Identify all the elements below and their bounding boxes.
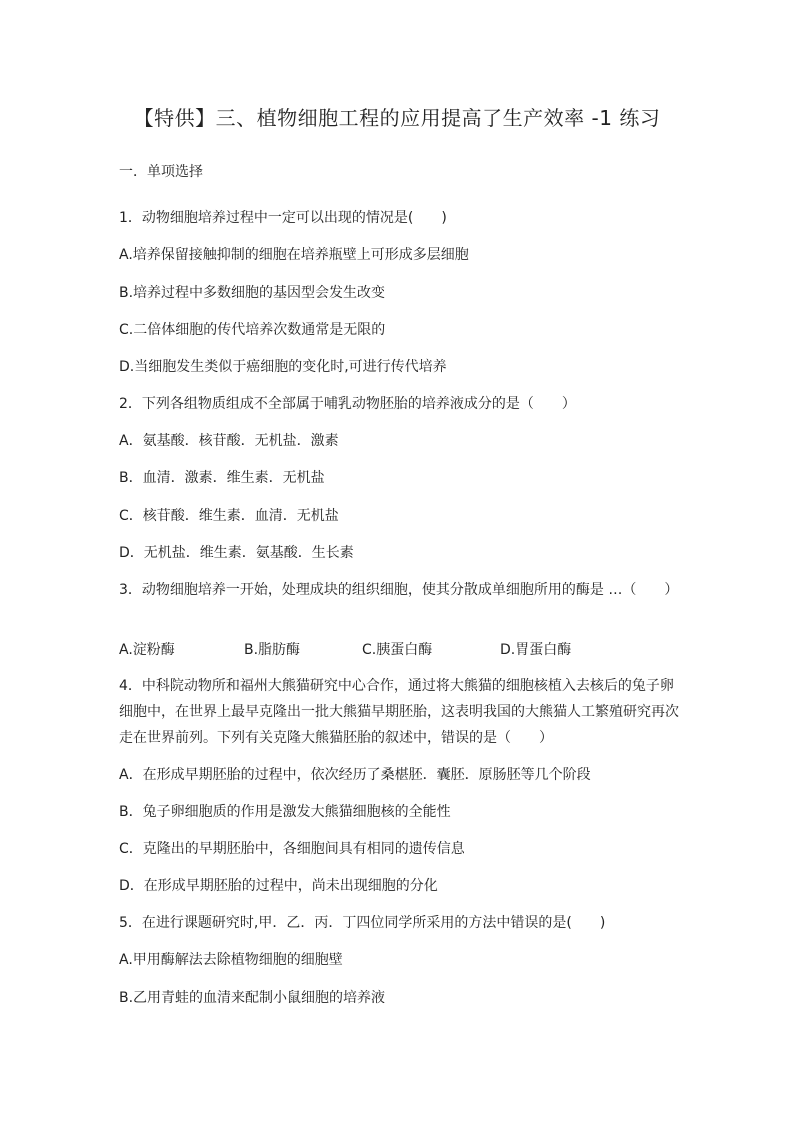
- question-1-option-c: C.二倍体细胞的传代培养次数通常是无限的: [119, 322, 386, 338]
- question-1-stem: 1．动物细胞培养过程中一定可以出现的情况是( ): [119, 210, 447, 226]
- question-4-option-c: C．克隆出的早期胚胎中，各细胞间具有相同的遗传信息: [119, 841, 465, 857]
- question-1-option-d: D.当细胞发生类似于癌细胞的变化时,可进行传代培养: [119, 359, 447, 375]
- question-2-stem: 2．下列各组物质组成不全部属于哺乳动物胚胎的培养液成分的是（ ）: [119, 396, 576, 412]
- question-4-option-a: A．在形成早期胚胎的过程中，依次经历了桑椹胚．囊胚．原肠胚等几个阶段: [119, 767, 591, 783]
- question-3-option-a: A.淀粉酶: [119, 642, 175, 658]
- question-2-option-d: D．无机盐．维生素．氨基酸．生长素: [119, 545, 354, 561]
- question-3-option-b: B.脂肪酶: [244, 642, 301, 658]
- question-3-options: [119, 640, 679, 660]
- question-1-option-b: B.培养过程中多数细胞的基因型会发生改变: [119, 285, 386, 301]
- section-heading: 一．单项选择: [119, 164, 203, 180]
- question-5-option-b: B.乙用青蛙的血清来配制小鼠细胞的培养液: [119, 990, 386, 1006]
- question-3-option-d: D.胃蛋白酶: [500, 642, 572, 658]
- document-title: 【特供】三、植物细胞工程的应用提高了生产效率 -1 练习: [133, 106, 661, 130]
- question-3-stem: 3．动物细胞培养一开始，处理成块的组织细胞，使其分散成单细胞所用的酶是 …（ ）: [119, 582, 679, 598]
- question-2-option-a: A．氨基酸．核苷酸．无机盐．激素: [119, 433, 339, 449]
- question-2-option-b: B．血清．激素．维生素．无机盐: [119, 470, 325, 486]
- question-2-option-c: C．核苷酸．维生素．血清．无机盐: [119, 508, 339, 524]
- question-4-option-d: D．在形成早期胚胎的过程中，尚未出现细胞的分化: [119, 878, 438, 894]
- question-4-option-b: B．兔子卵细胞质的作用是激发大熊猫细胞核的全能性: [119, 804, 451, 820]
- question-1-option-a: A.培养保留接触抑制的细胞在培养瓶壁上可形成多层细胞: [119, 247, 469, 263]
- question-5-stem: 5．在进行课题研究时,甲．乙．丙．丁四位同学所采用的方法中错误的是( ): [119, 915, 606, 931]
- question-5-option-a: A.甲用酶解法去除植物细胞的细胞壁: [119, 952, 343, 968]
- question-4-stem: 4．中科院动物所和福州大熊猫研究中心合作，通过将大熊猫的细胞核植入去核后的兔子卵细胞中，在世界上最早克隆出一批大熊猫早期胚胎，这表明我国的大熊猫人工繁殖研究再次走在世界前列。下列有关克隆大熊猫胚胎的叙述中，错误的是（ ）: [119, 678, 679, 746]
- question-3-option-c: C.胰蛋白酶: [362, 642, 433, 658]
